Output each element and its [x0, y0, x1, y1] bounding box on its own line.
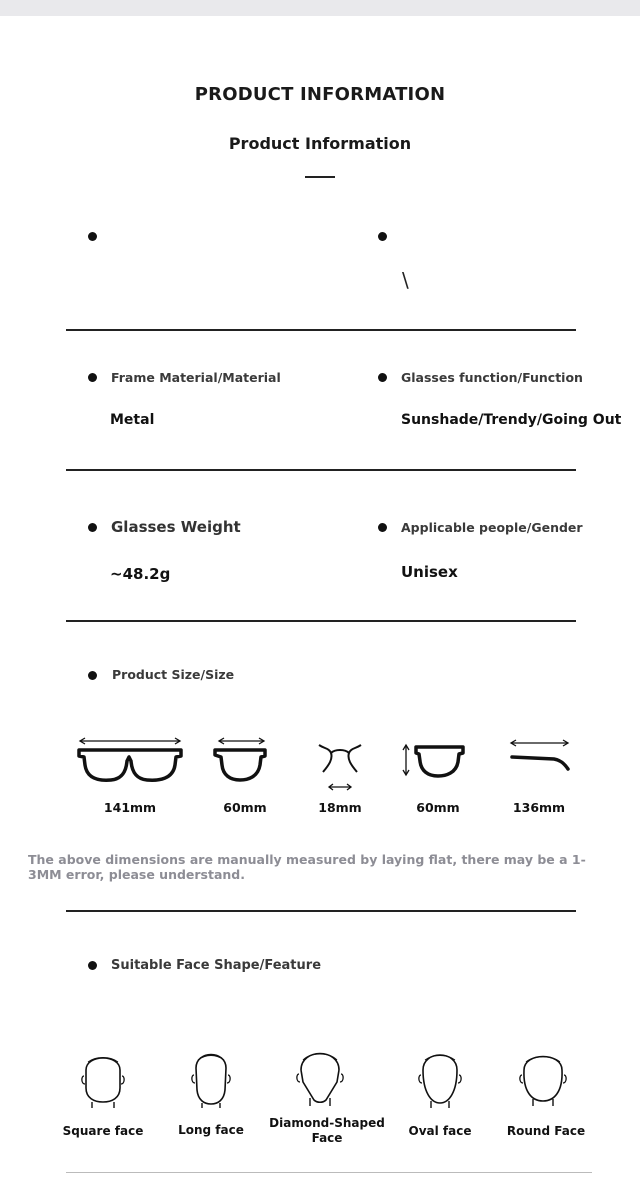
bullet-dot [378, 523, 387, 532]
long-face-icon [156, 1048, 266, 1108]
bullet-dot [88, 961, 97, 970]
divider [66, 620, 576, 622]
bottom-divider [66, 1172, 592, 1173]
round-face-icon [488, 1048, 598, 1108]
frame-material-label: Frame Material/Material [111, 370, 281, 385]
temple-length-value: 136mm [512, 800, 566, 815]
bullet-dot [88, 232, 97, 241]
oval-face-label: Oval face [408, 1124, 472, 1138]
placeholder-value: \ [402, 268, 409, 292]
frame-width-icon [75, 735, 185, 785]
temple-length-icon [484, 735, 594, 785]
divider [66, 329, 576, 331]
round-face-label: Round Face [506, 1124, 586, 1138]
divider [66, 469, 576, 471]
lens-height-value: 60mm [416, 800, 460, 815]
glasses-function-value: Sunshade/Trendy/Going Out [401, 412, 622, 428]
lens-width-icon [186, 735, 296, 785]
lens-height-icon [383, 735, 493, 785]
lens-width-value: 60mm [223, 800, 267, 815]
bullet-dot [378, 232, 387, 241]
divider [66, 910, 576, 912]
applicable-people-value: Unisex [401, 563, 458, 581]
square-face-icon [48, 1048, 158, 1108]
oval-face-icon [385, 1048, 495, 1108]
diamond-face-icon [265, 1048, 375, 1108]
bullet-dot [88, 523, 97, 532]
top-bar [0, 0, 640, 16]
long-face-label: Long face [178, 1123, 244, 1137]
bridge-width-value: 18mm [318, 800, 362, 815]
glasses-function-label: Glasses function/Function [401, 370, 583, 385]
bridge-width-icon [285, 735, 395, 795]
frame-material-value: Metal [110, 412, 155, 428]
page-title: PRODUCT INFORMATION [194, 84, 446, 105]
face-shape-label: Suitable Face Shape/Feature [111, 958, 322, 973]
bullet-dot [88, 671, 97, 680]
title-underline [305, 176, 335, 178]
bullet-dot [378, 373, 387, 382]
diamond-face-label: Diamond-Shaped Face [269, 1116, 385, 1145]
product-size-label: Product Size/Size [112, 667, 235, 682]
frame-width-value: 141mm [103, 800, 157, 815]
glasses-weight-label: Glasses Weight [111, 518, 241, 536]
bullet-dot [88, 373, 97, 382]
section-subtitle: Product Information [228, 134, 412, 153]
glasses-weight-value: ~48.2g [110, 565, 171, 583]
measurement-note: The above dimensions are manually measured by laying flat, there may be a 1-3MM error, please understand. [28, 852, 586, 882]
square-face-label: Square face [62, 1124, 144, 1138]
applicable-people-label: Applicable people/Gender [401, 520, 583, 535]
